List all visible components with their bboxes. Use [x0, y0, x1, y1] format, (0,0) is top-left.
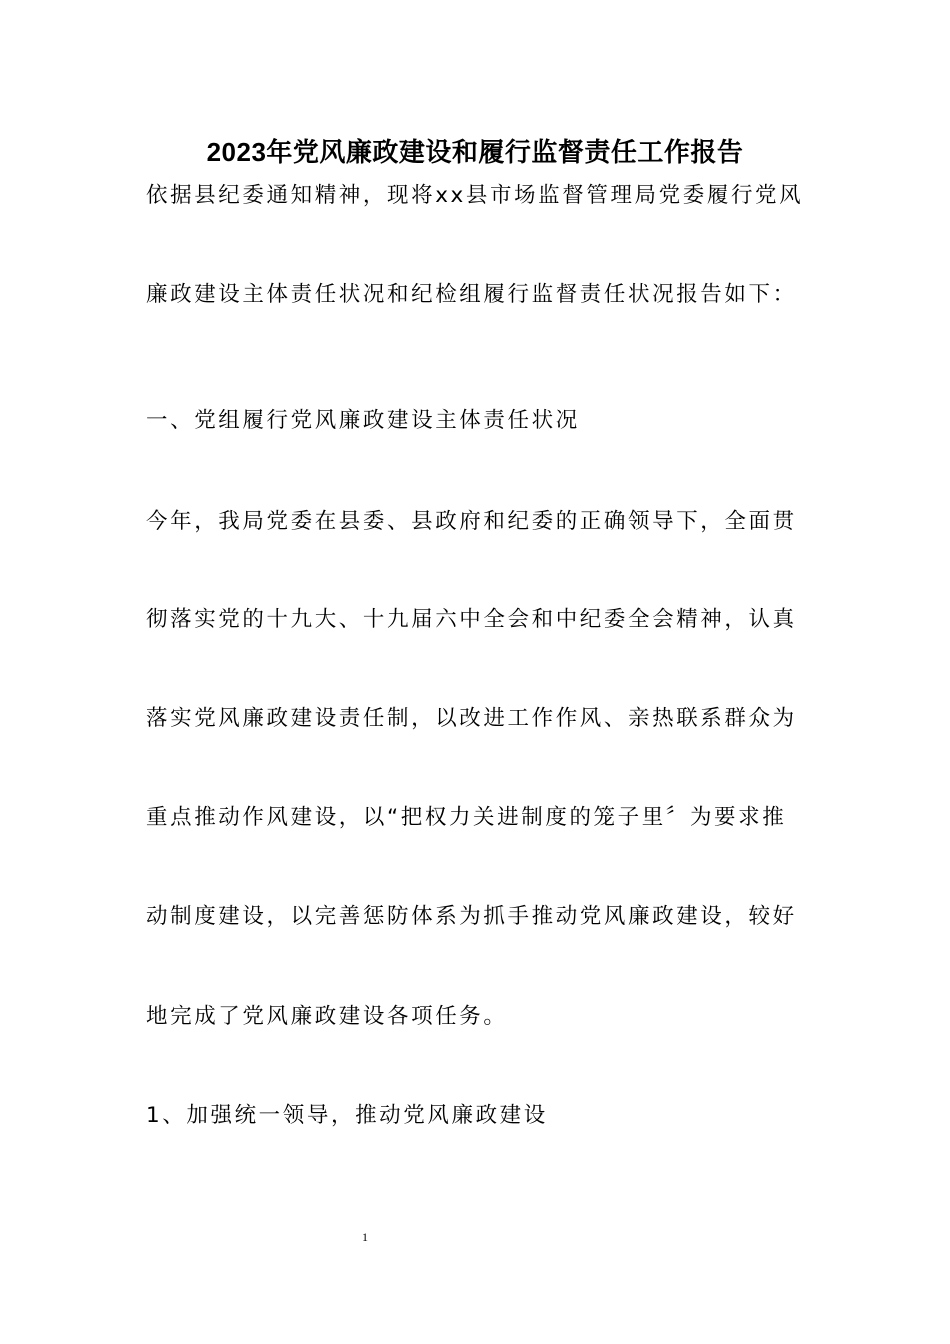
- paragraph-line: 彻落实党的十九大、十九届六中全会和中纪委全会精神，认真: [146, 607, 797, 632]
- section-heading: 一、党组履行党风廉政建设主体责任状况: [146, 408, 580, 433]
- paragraph-line: 动制度建设，以完善惩防体系为抓手推动党风廉政建设，较好: [146, 904, 797, 929]
- document-title: 2023年党风廉政建设和履行监督责任工作报告: [206, 137, 744, 167]
- paragraph-line: 落实党风廉政建设责任制，以改进工作作风、亲热联系群众为: [146, 706, 797, 731]
- paragraph-line: 重点推动作风建设，以“把权力关进制度的笼子里〞为要求推: [146, 805, 787, 830]
- paragraph-line: 今年，我局党委在县委、县政府和纪委的正确领导下，全面贯: [146, 509, 797, 534]
- paragraph-line: 依据县纪委通知精神，现将xx县市场监督管理局党委履行党风: [146, 183, 804, 208]
- subsection-heading: 1、加强统一领导，推动党风廉政建设: [146, 1103, 548, 1128]
- page-number: 1: [362, 1230, 368, 1244]
- paragraph-line: 地完成了党风廉政建设各项任务。: [146, 1004, 508, 1029]
- paragraph-line: 廉政建设主体责任状况和纪检组履行监督责任状况报告如下：: [146, 282, 797, 307]
